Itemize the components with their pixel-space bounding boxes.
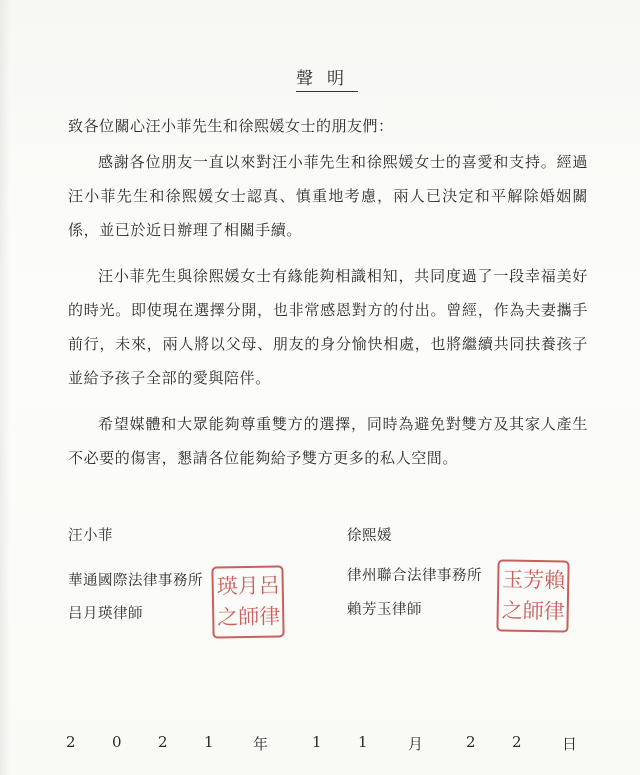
right-signatory-name: 徐熙媛 [347,528,392,544]
left-signatory-lawyer: 吕月瑛律師 [68,606,143,622]
date-char: 2 [158,733,168,751]
date-char: 2 [66,733,76,751]
left-signatory-firm: 華通國際法律事務所 [68,573,203,589]
date-char: 1 [312,733,322,751]
seal-char: 玉 [502,567,524,592]
seal-char: 之 [501,598,523,623]
seal-char: 瑛 [216,574,238,599]
date-char: 年 [253,735,269,753]
date-char: 月 [408,735,424,753]
document-title [0,64,640,89]
paragraph-2: 汪小菲先生與徐熙媛女士有緣能夠相識相知，共同度過了一段幸福美好的時光。即使現在選擇分開，也非常感恩對方的付出。曾經，作為夫妻攜手前行，未來，兩人將以父母、朋友的身分愉快相處，也將繼續共同扶養孩子並給予孩子全部的愛與陪伴。 [68,267,588,387]
seal-char: 賴 [544,568,566,593]
date-char: 2 [466,733,476,751]
seal-char: 呂 [258,573,280,598]
date-char: 1 [358,733,368,751]
date-char: 2 [512,733,522,751]
date-char: 0 [112,733,122,751]
seal-char: 之 [217,605,239,630]
seal-char: 師 [238,604,260,630]
date-char: 1 [204,733,214,751]
paragraph-1: 感謝各位朋友一直以來對汪小菲先生和徐熙媛女士的喜愛和支持。經過汪小菲先生和徐熙媛女士認真、慎重地考慮，兩人已決定和平解除婚姻關係，並已於近日辦理了相關手續。 [68,153,588,239]
left-lawyer-seal [211,565,284,638]
right-signatory-firm: 律州聯合法律事務所 [347,568,482,584]
seal-char: 師 [522,598,544,624]
page-edge-shadow [0,0,10,775]
right-signatory-lawyer: 賴芳玉律師 [347,602,422,618]
seal-char: 芳 [523,567,545,593]
date-char: 日 [562,735,578,753]
paragraph-3: 希望媒體和大眾能夠尊重雙方的選擇，同時為避免對雙方及其家人產生不必要的傷害，懇請各位能夠給予雙方更多的私人空間。 [68,415,588,467]
right-lawyer-seal [496,559,569,632]
document-title-text: 聲明 [296,69,358,92]
salutation: 致各位關心汪小菲先生和徐熙媛女士的朋友們： [68,117,394,135]
seal-char: 月 [237,573,259,599]
left-signatory-name: 汪小菲 [68,528,113,544]
seal-char: 律 [543,599,565,624]
seal-char: 律 [259,604,281,629]
